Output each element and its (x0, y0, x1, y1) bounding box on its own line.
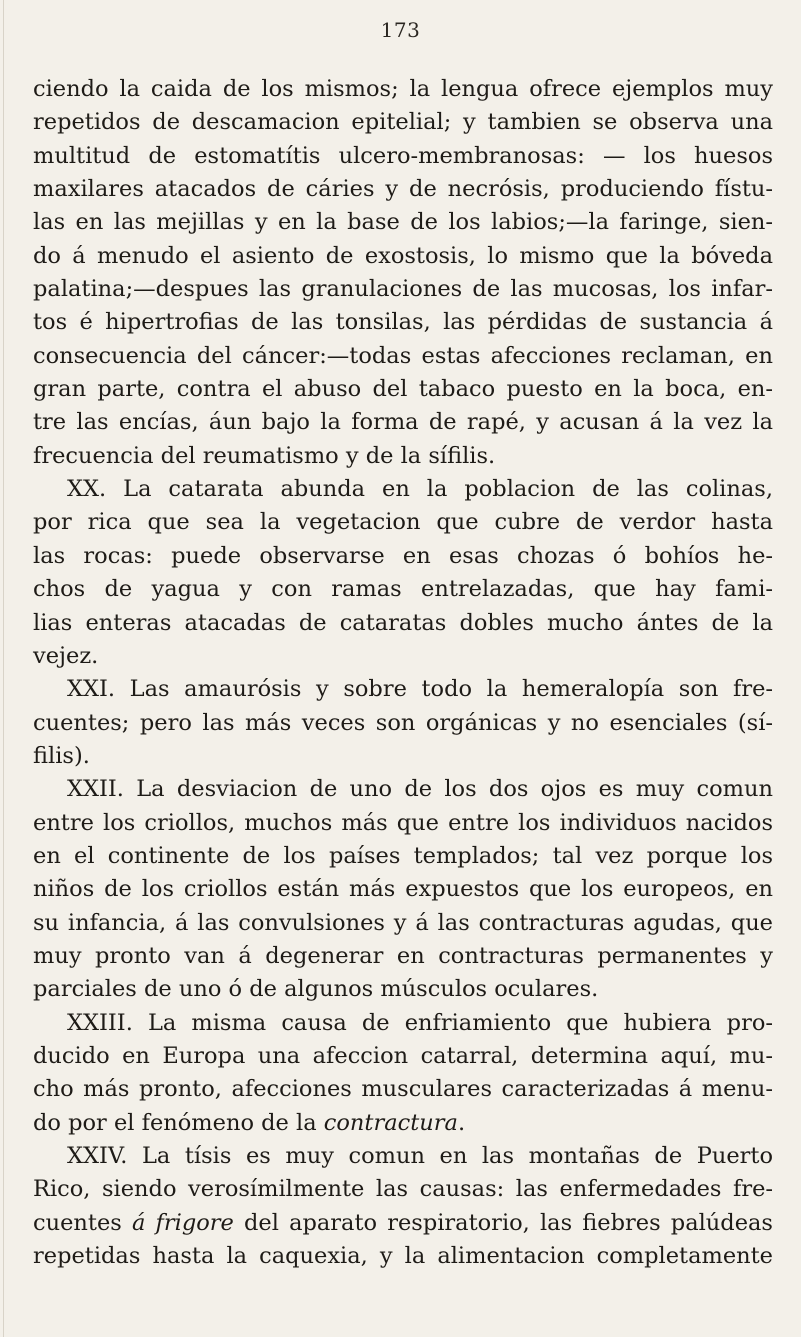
text-line: las en las mejillas y en la base de los labios;—la faringe, sien- (33, 209, 773, 236)
text-line: en el continente de los países templados; tal vez porque los (33, 842, 773, 869)
text-line: su infancia, á las convulsiones y á las contracturas agudas, que (33, 909, 773, 936)
text-line: muy pronto van á degenerar en contracturas permanentes y (33, 942, 773, 969)
text-line: cho más pronto, afecciones musculares caracterizadas á menu- (33, 1076, 773, 1103)
text-line: lias enteras atacadas de cataratas dobles mucho ántes de la (33, 609, 773, 636)
text-line: multitud de estomatítis ulcero-membranosas: — los huesos (33, 142, 773, 169)
text-line: maxilares atacados de cáries y de necrósis, produciendo fístu- (33, 176, 773, 203)
text-line: XXII. La desviacion de uno de los dos ojos es muy comun (67, 776, 773, 803)
text-line: por rica que sea la vegetacion que cubre de verdor hasta (33, 509, 773, 536)
text-line: niños de los criollos están más expuestos que los europeos, en (33, 876, 773, 903)
page-edge-line (3, 0, 4, 1337)
text-line: consecuencia del cáncer:—todas estas afecciones reclaman, en (33, 342, 773, 369)
text-line: frecuencia del reumatismo y de la sífilis. (33, 442, 496, 469)
page-number: 173 (380, 18, 421, 42)
text-line: Rico, siendo verosímilmente las causas: las enfermedades fre- (33, 1176, 773, 1203)
text-line: repetidas hasta la caquexia, y la alimentacion completamente (33, 1243, 773, 1270)
page-body-text (33, 73, 773, 1273)
text-line: XX. La catarata abunda en la poblacion de las colinas, (67, 476, 773, 503)
text-line: ciendo la caida de los mismos; la lengua ofrece ejemplos muy (33, 76, 773, 102)
text-line: do por el fenómeno de la contractura. (33, 1109, 466, 1136)
text-line: XXIV. La tísis es muy comun en las montañas de Puerto (67, 1143, 773, 1169)
text-line: XXI. Las amaurósis y sobre todo la hemeralopía son fre- (67, 676, 773, 703)
text-line: XXIII. La misma causa de enfriamiento que hubiera pro- (67, 1009, 773, 1036)
text-line: palatina;—despues las granulaciones de las mucosas, los infar- (33, 276, 773, 303)
text-line: parciales de uno ó de algunos músculos oculares. (33, 976, 599, 1003)
text-line: entre los criollos, muchos más que entre los individuos nacidos (33, 809, 773, 836)
text-line: vejez. (33, 642, 99, 669)
text-line: filis). (33, 742, 90, 769)
text-line: cuentes á frigore del aparato respiratorio, las fiebres palúdeas (33, 1209, 773, 1236)
text-line: tos é hipertrofias de las tonsilas, las pérdidas de sustancia á (33, 309, 773, 336)
italic-term: contractura (323, 1109, 458, 1136)
text-line: las rocas: puede observarse en esas chozas ó bohíos he- (33, 542, 773, 569)
text-line: repetidos de descamacion epitelial; y tambien se observa una (33, 109, 773, 136)
text-line: tre las encías, áun bajo la forma de rapé, y acusan á la vez la (33, 409, 773, 436)
text-line: cuentes; pero las más veces son orgánicas y no esenciales (sí- (33, 709, 773, 736)
text-line: ducido en Europa una afeccion catarral, determina aquí, mu- (33, 1042, 773, 1069)
text-line: chos de yagua y con ramas entrelazadas, que hay fami- (33, 576, 773, 603)
text-line: gran parte, contra el abuso del tabaco puesto en la boca, en- (33, 376, 773, 403)
text-line: do á menudo el asiento de exostosis, lo mismo que la bóveda (33, 242, 773, 269)
italic-term: á frigore (131, 1209, 234, 1236)
